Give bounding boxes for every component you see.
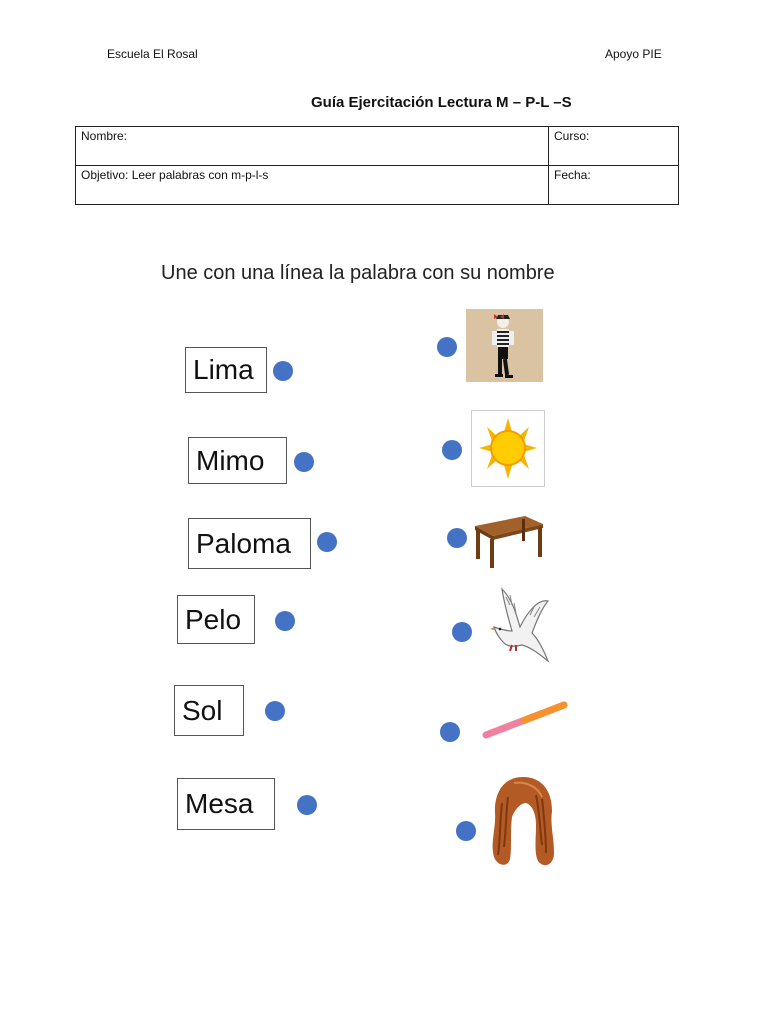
hair-picture[interactable] [486, 773, 560, 871]
word-box-sol[interactable]: Sol [174, 685, 244, 736]
student-info-table [75, 126, 679, 205]
mime-picture[interactable] [466, 309, 543, 382]
program-name: Apoyo PIE [605, 47, 662, 61]
instruction-text: Une con una línea la palabra con su nombre [161, 262, 555, 284]
school-name: Escuela El Rosal [107, 47, 198, 61]
word-box-paloma[interactable]: Paloma [188, 518, 311, 569]
word-dot-pelo[interactable] [275, 611, 295, 631]
word-box-lima[interactable]: Lima [185, 347, 267, 393]
picture-dot-nail-file[interactable] [440, 722, 460, 742]
picture-dot-hair[interactable] [456, 821, 476, 841]
sun-picture[interactable] [471, 410, 545, 487]
table-picture[interactable] [467, 512, 547, 570]
word-dot-paloma[interactable] [317, 532, 337, 552]
objective-cell: Objetivo: Leer palabras con m-p-l-s [76, 166, 549, 205]
picture-dot-sun[interactable] [442, 440, 462, 460]
word-dot-mimo[interactable] [294, 452, 314, 472]
word-box-mesa[interactable]: Mesa [177, 778, 275, 830]
word-dot-lima[interactable] [273, 361, 293, 381]
dove-picture[interactable] [490, 585, 552, 665]
picture-dot-table[interactable] [447, 528, 467, 548]
nail-file-picture[interactable] [478, 697, 572, 743]
word-box-mimo[interactable]: Mimo [188, 437, 287, 484]
picture-dot-dove[interactable] [452, 622, 472, 642]
word-dot-sol[interactable] [265, 701, 285, 721]
course-field[interactable]: Curso: [549, 127, 679, 166]
picture-dot-mime[interactable] [437, 337, 457, 357]
page-title: Guía Ejercitación Lectura M – P-L –S [311, 94, 572, 111]
name-field[interactable]: Nombre: [76, 127, 549, 166]
word-dot-mesa[interactable] [297, 795, 317, 815]
word-box-pelo[interactable]: Pelo [177, 595, 255, 644]
date-field[interactable]: Fecha: [549, 166, 679, 205]
